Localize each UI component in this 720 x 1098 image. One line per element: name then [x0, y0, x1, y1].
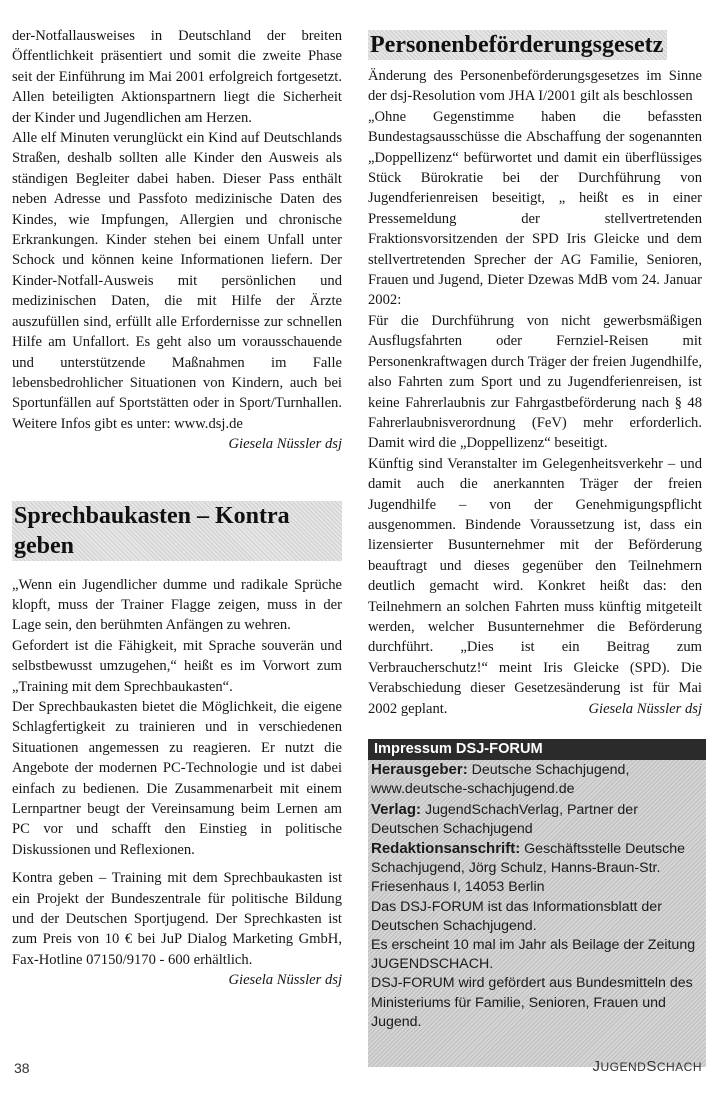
- article-paragraph: „Ohne Gegenstimme haben die befassten Bundestagsausschüsse die Abschaffung der sogenannten „Doppellizenz“ befürwortet und damit ein überflüssiges Stück Bürokratie bei der Durchführung von Jugendferienreisen beseitigt, „ heißt es in einer Pressemeldung der stellvertretenden Fraktionsvorsitzenden der SPD Iris Gleicke und dem stellvertretenden Sprecher der AG Familie, Senioren, Frauen und Jugend, Dieter Dzewas MdB vom 24. Januar 2002:: [368, 108, 702, 309]
- impressum-redaktion: Redaktionsanschrift: Geschäftsstelle Deutsche Schachjugend, Jörg Schulz, Hanns-Braun-Str. Friesenhaus I, 14053 Berlin: [371, 840, 686, 896]
- article-paragraph: Alle elf Minuten verunglückt ein Kind auf Deutschlands Straßen, deshalb sollten alle Kinder den Ausweis als ständigen Begleiter dabei haben. Dieser Pass enthält neben Adresse und Passfoto medizinische Daten des Kindes, wie Impfungen, Allergien und chronische Erkrankungen. Kinder stehen bei einem Unfall unter Schock und können keine Informationen liefern. Der Kinder-Notfall-Ausweis mit persönlichen und medizinischen Daten, die mit Hilfe der Ärzte auszufüllen sind, erfüllt alle Erfordernisse zur schnellen Hilfe am Unfallort. Es geht also um vorausschauende und unterstützende Maßnahmen im Falle lebensbedrohlicher Situationen von Kindern, auch bei Sportunfällen auf Sportstätten oder in Sport/Turnhallen. Weitere Infos gibt es unter: www.dsj.de Giesela Nüssler dsj: [12, 128, 342, 434]
- impressum-verlag: Verlag: JugendSchachVerlag, Partner der Deutschen Schachjugend: [371, 800, 638, 837]
- article-paragraph: Kontra geben – Training mit dem Sprechbaukasten ist ein Projekt der Bundeszentrale für politische Bildung und der Deutschen Sportjugend. Der Sprechkasten ist zum Preis von 10 € bei JuP Dialog Marketing GmbH, Fax-Hotline 07150/9170 - 600 erhältlich. Giesela Nüssler dsj: [12, 868, 342, 970]
- article-subtitle: Änderung des Personenbeförderungsgesetzes im Sinne der dsj-Resolution vom JHA I/2001 gilt als beschlossen: [368, 68, 702, 105]
- article-paragraph: Gefordert ist die Fähigkeit, mit Sprache souverän und selbstbewusst umzugehen,“ heißt es im Vorwort zum „Training mit dem Sprechbaukasten“.: [12, 637, 342, 695]
- impressum-info: Das DSJ-FORUM ist das Informationsblatt der Deutschen Schachjugend.: [371, 898, 662, 934]
- article-paragraph: Künftig sind Veranstalter im Gelegenheitsverkehr – und damit auch die anerkannten Träger der freien Jugendhilfe – von der Genehmigungspflicht ausgenommen. Bindende Voraussetzung ist, dass ein lizensierter Busunternehmer mit der Beförderung beauftragt und dieses gegenüber den Teilnehmern deutlich gemacht wird. Konkret heißt das: den Teilnehmern an solchen Fahrten muss künftig mitgeteilt werden, welcher Busunternehmer die Beförderung durchführt. „Dies ist ein Beitrag zum Verbraucherschutz!“ meint Iris Gleicke (SPD). Die Verabschiedung dieser Gesetzesänderung ist für Mai 2002 geplant. Giesela Nüssler dsj: [368, 454, 702, 719]
- impressum-box: [368, 739, 706, 1067]
- impressum-herausgeber: Herausgeber: Deutsche Schachjugend, www.deutsche-schachjugend.de: [371, 761, 630, 798]
- magazine-name: JUGENDSCHACH: [592, 1058, 702, 1075]
- article-heading-personenbefoerderungsgesetz: Personenbeförderungsgesetz: [368, 30, 667, 60]
- article-signature: Giesela Nüssler dsj: [588, 700, 702, 717]
- article-paragraph: „Wenn ein Jugendlicher dumme und radikale Sprüche klopft, muss der Trainer Flagge zeigen, muss in der Lage sein, den berühmten Anfängen zu wehren.: [12, 576, 342, 634]
- article-paragraph: der-Notfallausweises in Deutschland der breiten Öffentlichkeit präsentiert und somit die zweite Phase seit der Einführung im Mai 2001 erfolgreich fortgesetzt. Allen beteiligten Aktionspartnern liegt die Sicherheit der Kinder und Jugendlichen am Herzen.: [12, 28, 342, 126]
- impressum-info: Es erscheint 10 mal im Jahr als Beilage der Zeitung JUGENDSCHACH.: [371, 937, 696, 973]
- article-heading-sprechbaukasten: Sprechbaukasten – Kontra geben: [12, 501, 342, 561]
- impressum-title: Impressum DSJ-FORUM: [368, 739, 706, 760]
- page-number: 38: [14, 1060, 30, 1076]
- right-column: [368, 30, 702, 719]
- impressum-info: DSJ-FORUM wird gefördert aus Bundesmitteln des Ministeriums für Familie, Senioren, Frauen und Jugend.: [371, 975, 693, 1030]
- article-paragraph: Für die Durchführung von nicht gewerbsmäßigen Ausflugsfahrten oder Fernziel-Reisen mit Personenkraftwagen durch Träger der freien Jugendhilfe, also Fahrten zum Sport und zu Jugendferienreisen, ist keine Fahrerlaubnis zur Fahrgastbeförderung nach § 48 Fahrerlaubnisverordnung (FeV) mehr erforderlich. Damit wird die „Doppellizenz“ beseitigt.: [368, 312, 702, 452]
- article-signature: Giesela Nüssler dsj: [228, 972, 342, 989]
- article-paragraph: Der Sprechbaukasten bietet die Möglichkeit, die eigene Schlagfertigkeit zu trainieren und in verschiedenen Situationen angemessen zu reagieren. Er nutzt die Angebote der modernen PC-Technologie und ist dabei einfach zu bedienen. Die Zusammenarbeit mit einem Lernpartner beugt der Vereinsamung beim Lernen am PC vor und schafft den Einstieg in politische Diskussionen und Reflexionen.: [12, 698, 342, 858]
- article-signature: Giesela Nüssler dsj: [228, 436, 342, 453]
- left-column: [12, 26, 342, 991]
